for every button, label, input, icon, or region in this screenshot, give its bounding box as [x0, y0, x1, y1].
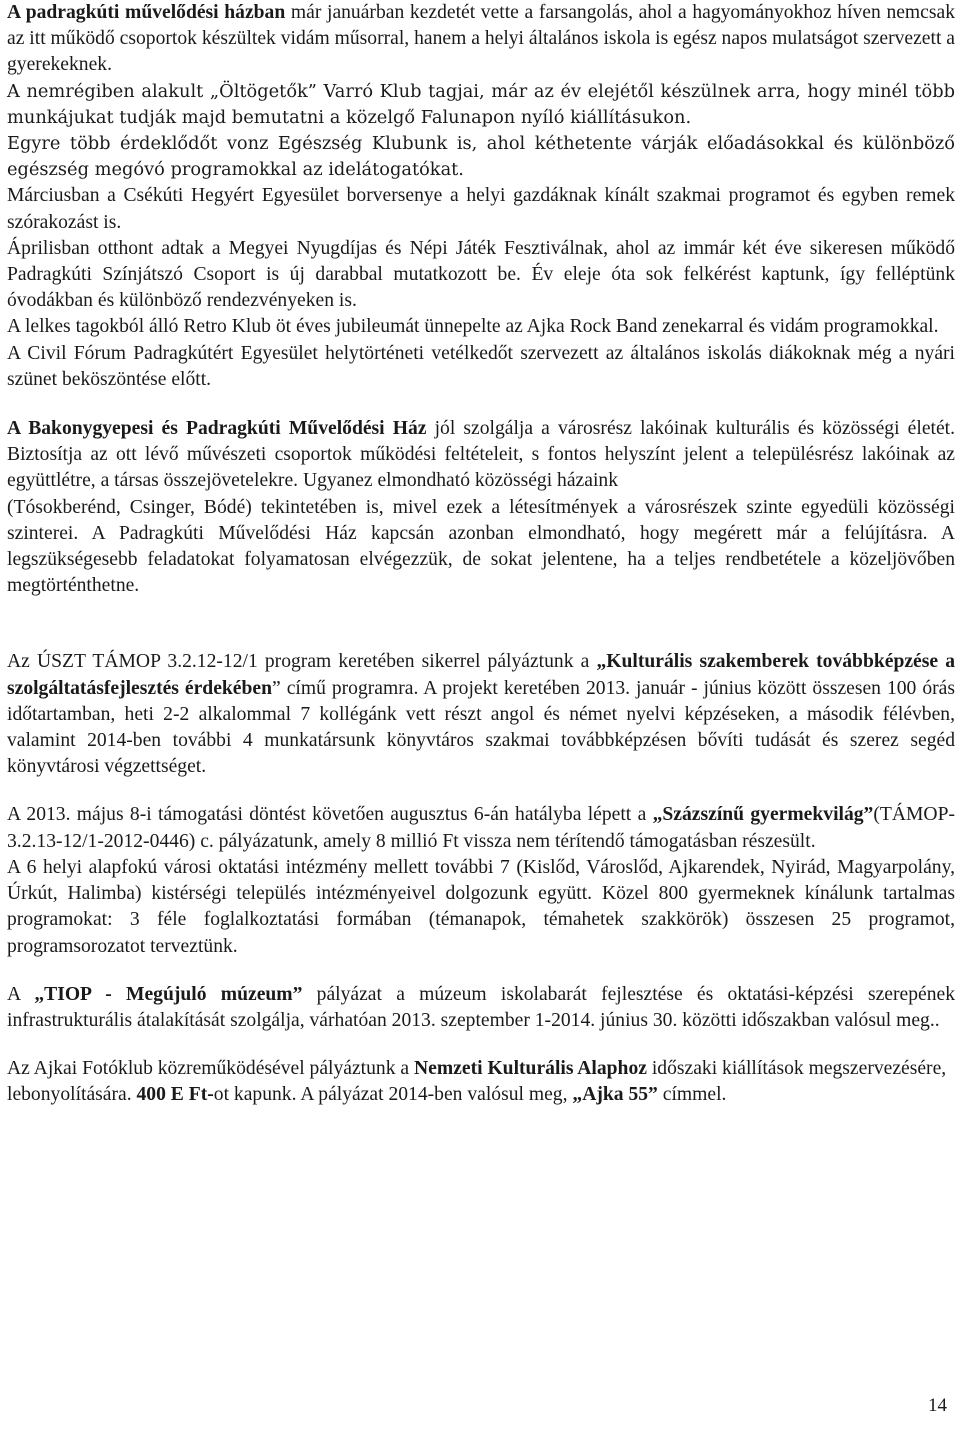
paragraph-p2: [7, 79, 955, 131]
text-run: címmel.: [657, 1084, 727, 1106]
bold-text: „TIOP - Megújuló múzeum”: [34, 983, 303, 1005]
paragraph-p7: [7, 341, 955, 393]
bold-text: A padragkúti művelődési házban: [7, 2, 286, 23]
paragraph-spacer: [7, 780, 955, 802]
text-run: Áprilisban otthont adtak a Megyei Nyugdíjas és Népi Játék Fesztiválnak, ahol az immár két éve sikeresen működő Padragkúti Színjátszó Csoport is új darabbal mutatkozott be. Év eleje óta sok felkérést kaptunk, így felléptünk óvodákban és különböző rendezvényeken is.: [7, 237, 955, 312]
paragraph-p1: [7, 0, 955, 79]
text-run: (TÁMOP-3.2.13-12/1-2012-0446) c. pályázatunk, amely 8 millió Ft vissza nem térítendő támogatásban részesült.: [7, 804, 955, 852]
paragraph-p11: [7, 802, 955, 854]
paragraph-spacer: [7, 393, 955, 416]
text-run: Egyre több érdeklődőt vonz Egészség Klubunk is, ahol kéthetente várják előadásokkal és különböző egészség megóvó programokkal az idelátogatókat.: [7, 133, 955, 181]
text-run: Az ÚSZT TÁMOP 3.2.12-12/1 program keretében sikerrel pályáztunk a: [7, 651, 597, 673]
paragraph-p14: [7, 1056, 955, 1108]
text-run: A lelkes tagokból álló Retro Klub öt éves jubileumát ünnepelte az Ajka Rock Band zenekarral és vidám programokkal.: [7, 316, 939, 338]
text-run: időszaki kiállítások megszervezésére, lebonyolítására.: [7, 1058, 947, 1106]
paragraph-spacer: [7, 599, 955, 649]
paragraph-p4: [7, 183, 955, 235]
text-run: Márciusban a Csékúti Hegyért Egyesület borversenye a helyi gazdáknak kínált szakmai programot és egyben remek szórakozást is.: [7, 185, 955, 233]
text-run: ” című programra. A projekt keretében 2013. január - június között összesen 100 órás időtartamban, heti 2-2 alkalommal 7 kollégánk vett részt angol és német nyelvi képzéseken, a második félévben, valamint 2014-ben további 4 munkatársunk könyvtáros szakmai továbbképzésen bővíti tudását és szerez segéd könyvtárosi végzettséget.: [7, 677, 955, 778]
paragraph-p6: [7, 314, 955, 340]
text-run: A 6 helyi alapfokú városi oktatási intézmény mellett további 7 (Kislőd, Városlőd, Ajkarendek, Nyirád, Magyarpolány, Úrkút, Halimba) kistérségi település intézményeivel dolgozunk együtt. Közel 800 gyermeknek kínálunk tartalmas programokat: 3 féle foglalkoztatási formában (témanapok, témahetek szakkörök) összesen 25 programot, programsorozatot terveztünk.: [7, 856, 955, 957]
bold-text: „Ajka 55”: [572, 1084, 658, 1106]
text-run: A Civil Fórum Padragkútért Egyesület helytörténeti vetélkedőt szervezett az általános iskolás diákoknak még a nyári szünet beköszöntése előtt.: [7, 342, 955, 390]
bold-text: Nemzeti Kulturális Alaphoz: [414, 1058, 647, 1080]
paragraph-p8: [7, 416, 955, 495]
document-page: [7, 0, 955, 1109]
text-run: A nemrégiben alakult „Öltögetők” Varró Klub tagjai, már az év elejétől készülnek arra, hogy minél több munkájukat tudják majd bemutatni a közelgő Falunapon nyíló kiállításukon.: [7, 80, 955, 128]
text-run: Az Ajkai Fotóklub közreműködésével pályáztunk a: [7, 1058, 415, 1080]
paragraph-p13: [7, 982, 955, 1034]
paragraph-p12: [7, 855, 955, 960]
paragraph-p3: [7, 131, 955, 183]
bold-text: 400 E Ft-: [136, 1084, 214, 1106]
text-run: (Tósokberénd, Csinger, Bódé) tekintetében is, mivel ezek a létesítmények a városrészek szinte egyedüli közösségi szinterei. A Padragkúti Művelődési Ház kapcsán azonban elmondható, hogy megérett már a felújításra. A legszükségesebb feladatokat folyamatosan elvégezzük, de sokat jelentene, ha a teljes rendbetétele a közeljövőben megtörténthetne.: [7, 496, 955, 597]
bold-text: „Százszínű gyermekvilág”: [652, 804, 874, 826]
text-run: pályázat a múzeum iskolabarát fejlesztése és oktatási-képzési szerepének infrastrukturális átalakítását szolgálja, várhatóan 2013. szeptember 1-2014. június 30. közötti időszakban valósul meg..: [7, 983, 956, 1031]
paragraph-spacer: [7, 960, 955, 982]
text-run: már januárban kezdetét vette a farsangolás, ahol a hagyományokhoz híven nemcsak az itt működő csoportok készültek vidám műsorral, hanem a helyi általános iskola is egész napos mulatságot szervezett a gyerekeknek.: [7, 2, 955, 76]
paragraph-p9: [7, 495, 955, 600]
paragraph-p10: [7, 649, 955, 780]
text-run: A 2013. május 8-i támogatási döntést követően augusztus 6-án hatályba lépett a: [7, 804, 653, 826]
bold-text: „Kulturális szakemberek továbbképzése a szolgáltatásfejlesztés érdekében: [7, 651, 955, 699]
page-number: 14: [928, 1395, 947, 1416]
paragraph-spacer: [7, 1034, 955, 1056]
text-run: A: [7, 983, 35, 1005]
paragraph-p5: [7, 236, 955, 315]
text-run: ot kapunk. A pályázat 2014-ben valósul meg,: [213, 1084, 573, 1106]
bold-text: A Bakonygyepesi és Padragkúti Művelődési Ház: [7, 418, 427, 440]
text-run: jól szolgálja a városrész lakóinak kulturális és közösségi életét. Biztosítja az ott lévő művészeti csoportok működési feltételeit, s fontos helyszínt jelent a településrész lakóinak az együttlétre, a társas összejövetelekre. Ugyanez elmondható közösségi házaink: [7, 418, 955, 492]
